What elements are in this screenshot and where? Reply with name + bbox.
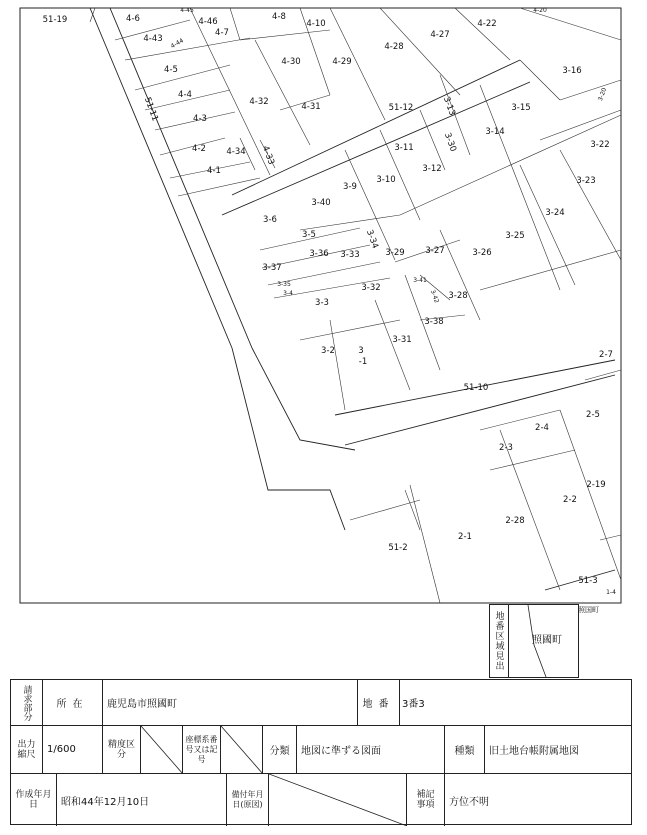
type-label-cell: [445, 726, 485, 773]
parcel-label: 3-9: [343, 182, 357, 192]
type-value-cell: [485, 726, 633, 773]
parcel-label: 4-3: [193, 114, 207, 124]
precision-label: 精度区分: [107, 739, 135, 760]
precision-label-cell: [103, 726, 141, 773]
parcel-label: 4-20: [533, 7, 547, 14]
parcel-label: 3-13: [440, 95, 457, 118]
parcel-label: 3-26: [472, 248, 492, 258]
parcel-label: 2-2: [563, 495, 577, 505]
parcel-label: 3-29: [385, 248, 405, 258]
parcel-label: 3-14: [485, 127, 505, 137]
corner-town-label: 照国町: [578, 606, 599, 614]
class-label-cell: [263, 726, 297, 773]
road-51-10: [335, 360, 615, 445]
parcel-label: 4-10: [306, 19, 326, 29]
parcel-label: 4-8: [272, 12, 286, 22]
requester-label-cell: [11, 680, 43, 725]
parcel-label: 4-6: [126, 14, 140, 24]
note-label-cell: [407, 774, 445, 826]
parcel-label: 4-46: [198, 17, 218, 27]
attached-date-label: 備付年月日(原図): [231, 790, 264, 809]
parcel-label: 4-2: [192, 144, 206, 154]
parcel-label: 2-1: [458, 532, 472, 542]
location-label-cell: [43, 680, 103, 725]
parcel-label: 4-32: [249, 97, 269, 107]
parcel-label: 3-42: [428, 288, 441, 305]
requester-label: 請求部分: [21, 684, 32, 721]
parcel-label: 3-37: [262, 263, 282, 273]
parcel-label: 3-12: [422, 164, 442, 174]
type-label: 種類: [454, 746, 475, 757]
parcel-label: 1-4: [606, 589, 616, 596]
coord-empty-slash: [221, 726, 262, 774]
location-value: 鹿児島市照國町: [107, 699, 177, 710]
title-row-scale: [11, 726, 631, 774]
road-51-12: [222, 60, 530, 215]
parcel-label: 3-40: [311, 198, 331, 208]
classification-label: 分類: [269, 746, 290, 757]
parcel-label: 3: [358, 346, 364, 356]
scale-label-cell: [11, 726, 43, 773]
coord-system-label: 座標系番号又は記号: [185, 734, 218, 764]
created-value-cell: [57, 774, 227, 826]
parcel-label: 3-33: [340, 250, 360, 260]
classification-value: 地図に準ずる図面: [301, 746, 381, 757]
lot-value-cell: [400, 680, 633, 725]
parcel-label: 4-45: [180, 7, 194, 14]
parcel-label: 2-5: [586, 410, 600, 420]
coord-label-cell: [183, 726, 221, 773]
attached-value-cell: [269, 774, 407, 826]
lot-label-cell: [358, 680, 400, 725]
road-51-11: [90, 8, 355, 530]
lot-lines: [90, 8, 621, 603]
parcel-label: 2-19: [586, 480, 606, 490]
index-key-side-label: 地番区域見出: [490, 605, 509, 677]
parcel-label: 51-3: [578, 576, 598, 586]
parcel-label: 3-34: [363, 228, 380, 251]
parcel-label: 4-29: [332, 57, 352, 67]
parcel-label: 3-15: [511, 103, 531, 113]
scale-label: 出力縮尺: [17, 739, 36, 760]
created-label-cell: [11, 774, 57, 826]
parcel-label: 4-31: [301, 102, 321, 112]
precision-value-cell: [141, 726, 183, 773]
location-label: 所在: [56, 699, 89, 710]
attached-empty-slash: [269, 774, 406, 826]
parcel-label: 4-7: [215, 28, 229, 38]
precision-empty-slash: [141, 726, 182, 774]
title-row-dates: [11, 774, 631, 826]
parcel-label: 3-35: [277, 281, 291, 288]
parcel-label: 4-5: [164, 65, 178, 75]
parcel-label: 4-22: [477, 19, 497, 29]
type-value: 旧土地台帳附属地図: [489, 746, 579, 757]
lot-number-label: 地番: [362, 699, 395, 710]
parcel-label: 4-33: [259, 144, 276, 167]
index-key-town-name: 照國町: [532, 635, 562, 646]
parcel-label: 4-27: [430, 30, 450, 40]
parcel-label: 3-11: [394, 143, 414, 153]
parcel-label: 3-36: [309, 249, 329, 259]
parcel-label: 4-44: [169, 37, 185, 51]
parcel-label: 4-28: [384, 42, 404, 52]
parcel-label: 3-6: [263, 215, 277, 225]
parcel-label: 3-3: [315, 298, 329, 308]
parcel-label: 2-7: [599, 350, 613, 360]
parcel-label: 4-30: [281, 57, 301, 67]
parcel-label: 51-2: [388, 543, 408, 553]
parcel-label: 51-11: [141, 95, 160, 123]
parcel-label: 3-5: [302, 230, 316, 240]
parcel-label: 51-19: [42, 15, 68, 25]
parcel-label: 3-25: [505, 231, 525, 241]
lot-number-value: 3番3: [402, 699, 425, 710]
index-key-map: [489, 604, 579, 678]
scale-value: 1/600: [47, 744, 76, 755]
parcel-label: 3-4: [283, 290, 293, 297]
title-row-location: [11, 680, 631, 726]
parcel-label: 3-23: [576, 176, 596, 186]
parcel-label: 51-10: [463, 383, 489, 393]
parcel-label: 3-16: [562, 66, 582, 76]
parcel-label: 4-43: [143, 34, 163, 44]
parcel-label: 4-34: [226, 147, 246, 157]
note-value: 方位不明: [449, 796, 489, 808]
parcel-label: 3-24: [545, 208, 565, 218]
scale-value-cell: [43, 726, 103, 773]
class-value-cell: [297, 726, 445, 773]
parcel-label: 3-22: [590, 140, 610, 150]
note-label: 補記事項: [416, 790, 435, 810]
parcel-label: 3-10: [376, 175, 396, 185]
parcel-label: 2-4: [535, 423, 549, 433]
attached-label-cell: [227, 774, 269, 826]
parcel-label: 3-2: [321, 346, 335, 356]
parcel-label: 4-4: [178, 90, 192, 100]
created-date-label: 作成年月日: [15, 790, 52, 810]
parcel-label: 3-32: [361, 283, 381, 293]
location-value-cell: [103, 680, 358, 725]
parcel-label: 51-12: [388, 103, 414, 113]
coord-value-cell: [221, 726, 263, 773]
note-value-cell: [445, 774, 633, 826]
parcel-label: 3-30: [441, 131, 458, 154]
parcel-label: 3-28: [448, 291, 468, 301]
parcel-label: -1: [358, 357, 368, 367]
title-block-table: [10, 679, 632, 825]
parcel-label: 3-41: [413, 277, 427, 284]
parcel-label: 2-28: [505, 516, 525, 526]
parcel-label: 2-3: [499, 443, 513, 453]
created-date-value: 昭和44年12月10日: [61, 796, 150, 808]
parcel-label: 4-1: [207, 166, 221, 176]
parcel-label: 3-31: [392, 335, 412, 345]
parcel-label: 3-27: [425, 246, 445, 256]
parcel-label: 3-38: [424, 317, 444, 327]
parcel-label: 3-20: [596, 86, 609, 103]
